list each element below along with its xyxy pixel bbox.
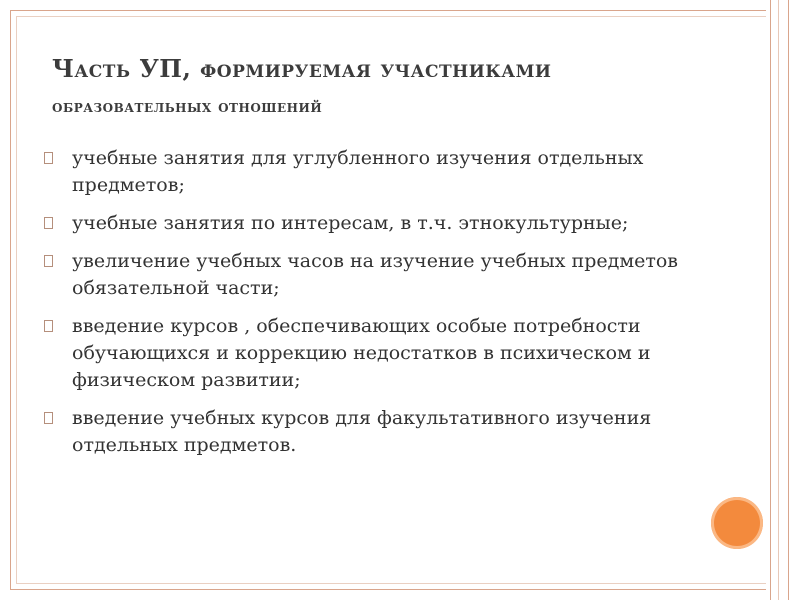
- bullet-item: [44, 313, 724, 394]
- bullet-item: [44, 248, 724, 302]
- square-bullet-icon: [44, 320, 53, 332]
- bullet-text: увеличение учебных часов на изучение учебных предметов обязательной части;: [72, 250, 678, 299]
- bullet-text: введение учебных курсов для факультативного изучения отдельных предметов.: [72, 407, 652, 456]
- bullet-item: [44, 405, 724, 459]
- bullet-text: учебные занятия по интересам, в т.ч. этнокультурные;: [72, 212, 629, 234]
- bullet-item: [44, 210, 724, 237]
- bullet-text: введение курсов , обеспечивающих особые потребности обучающихся и коррекцию недостатков в психическом и физическом развитии;: [72, 315, 651, 391]
- side-line: [778, 0, 779, 600]
- bullet-item: [44, 145, 724, 199]
- orange-circle-decoration: [711, 497, 763, 549]
- square-bullet-icon: [44, 152, 53, 164]
- slide-title-line2: образовательных отношений: [52, 97, 323, 117]
- bullet-list: [44, 145, 724, 470]
- square-bullet-icon: [44, 255, 53, 267]
- side-line: [788, 0, 789, 600]
- side-decoration: [766, 0, 800, 600]
- square-bullet-icon: [44, 217, 53, 229]
- side-line: [770, 0, 771, 600]
- bullet-text: учебные занятия для углубленного изучения отдельных предметов;: [72, 147, 644, 196]
- slide-title: [52, 50, 732, 126]
- square-bullet-icon: [44, 412, 53, 424]
- slide-title-line1: Часть УП, формируемая участниками: [52, 54, 552, 83]
